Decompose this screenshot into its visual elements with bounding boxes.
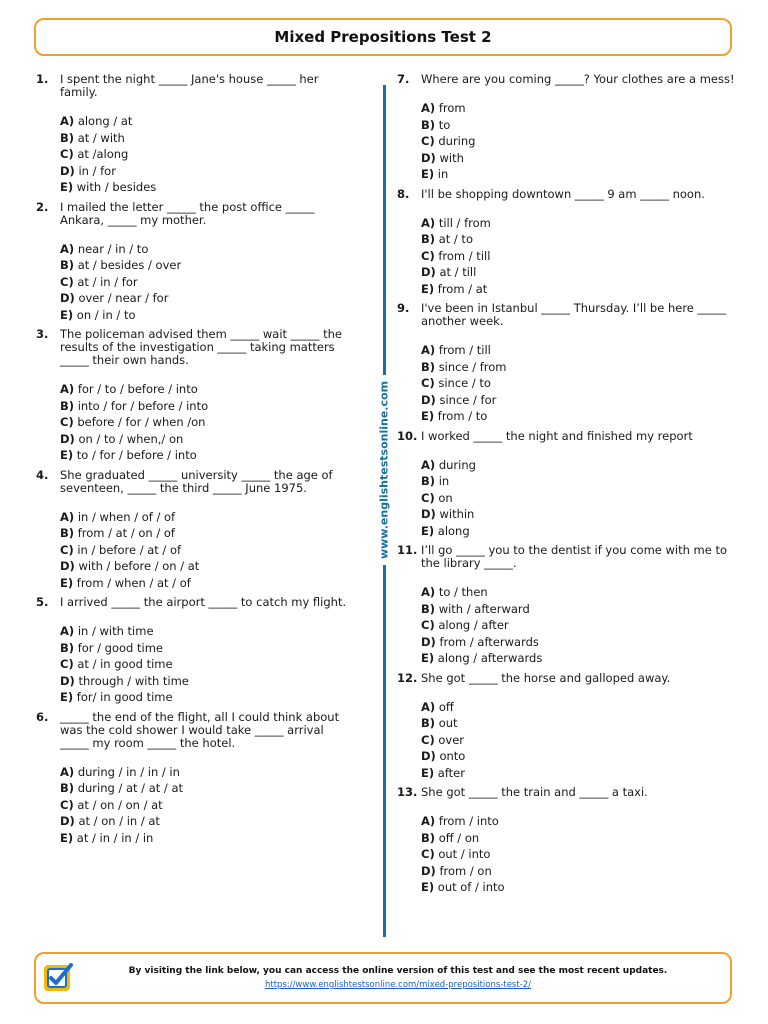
option-letter: D) xyxy=(421,150,436,165)
page-title: Mixed Prepositions Test 2 xyxy=(274,28,492,46)
option-letter: C) xyxy=(60,542,74,557)
answer-option[interactable] xyxy=(60,813,356,830)
option-text: at / till xyxy=(439,265,477,279)
answer-option[interactable] xyxy=(421,408,737,425)
question-stem: _____ the end of the flight, all I could think about was the cold shower I would take _____ arrival _____ my room _____ the hotel. xyxy=(60,709,340,750)
option-text: in xyxy=(438,474,450,488)
option-letter: A) xyxy=(421,101,436,115)
option-letter: E) xyxy=(60,307,74,322)
option-letter: D) xyxy=(421,749,436,763)
question-number: 10. xyxy=(397,428,418,443)
answer-option[interactable] xyxy=(421,732,737,749)
question-item xyxy=(397,188,737,298)
option-letter: D) xyxy=(60,291,75,305)
question-item xyxy=(397,73,737,183)
option-letter: C) xyxy=(421,248,435,263)
option-text: along xyxy=(437,523,470,538)
option-letter: A) xyxy=(60,764,75,779)
option-letter: D) xyxy=(60,163,75,178)
option-text: for/ in good time xyxy=(76,690,173,704)
option-letter: E) xyxy=(421,281,435,296)
option-letter: E) xyxy=(421,167,435,181)
answer-option[interactable] xyxy=(60,830,356,847)
option-letter: A) xyxy=(60,624,75,638)
option-text: over xyxy=(438,732,465,747)
option-letter: D) xyxy=(421,863,436,878)
answer-option[interactable] xyxy=(421,281,737,298)
option-letter: B) xyxy=(421,474,436,488)
question-item xyxy=(397,672,737,782)
question-number: 5. xyxy=(36,595,49,609)
option-letter: A) xyxy=(60,509,75,524)
option-text: to xyxy=(438,117,451,132)
option-letter: D) xyxy=(60,673,75,688)
answer-option[interactable] xyxy=(421,601,737,618)
option-text: from xyxy=(438,101,466,115)
option-text: through / with time xyxy=(78,673,189,688)
option-text: along / at xyxy=(77,114,133,128)
option-text: since / from xyxy=(438,359,507,374)
option-text: since / for xyxy=(439,392,497,407)
option-letter: C) xyxy=(421,134,435,148)
option-text: since / to xyxy=(438,376,491,390)
option-letter: C) xyxy=(60,274,74,289)
question-stem: I worked _____ the night and finished my report xyxy=(421,428,693,443)
answer-option[interactable] xyxy=(60,558,356,575)
question-number: 11. xyxy=(397,543,418,557)
answer-option[interactable] xyxy=(421,813,737,830)
answer-option[interactable] xyxy=(60,764,356,781)
option-text: out / into xyxy=(438,847,491,861)
question-item xyxy=(397,786,737,896)
option-letter: B) xyxy=(60,130,75,145)
option-letter: B) xyxy=(421,117,436,132)
answer-option[interactable] xyxy=(60,130,356,147)
option-letter: A) xyxy=(421,585,436,599)
option-text: in / for xyxy=(78,163,116,178)
option-text: during / at / at / at xyxy=(77,781,184,795)
option-text: off xyxy=(438,699,454,714)
option-text: on / in / to xyxy=(76,307,136,322)
option-letter: E) xyxy=(60,575,74,590)
footer-box xyxy=(34,952,732,1004)
option-text: for / to / before / into xyxy=(77,382,198,396)
answer-option[interactable] xyxy=(60,274,356,291)
option-text: near / in / to xyxy=(77,241,149,256)
answer-option[interactable] xyxy=(60,241,356,258)
answer-option[interactable] xyxy=(421,133,737,150)
answer-option[interactable] xyxy=(60,431,356,448)
answer-option[interactable] xyxy=(421,523,737,540)
answer-option[interactable] xyxy=(421,215,737,232)
answer-option[interactable] xyxy=(421,715,737,732)
answer-option[interactable] xyxy=(60,656,356,673)
option-letter: E) xyxy=(60,690,74,704)
answer-option[interactable] xyxy=(60,689,356,706)
option-text: before / for / when /on xyxy=(77,415,206,429)
answer-option[interactable] xyxy=(421,506,737,523)
question-item xyxy=(36,201,356,324)
option-text: onto xyxy=(439,749,466,763)
question-stem: Where are you coming _____? Your clothes are a mess! xyxy=(421,72,735,86)
answer-option[interactable] xyxy=(60,447,356,464)
option-text: within xyxy=(439,507,475,521)
option-text: into / for / before / into xyxy=(77,398,209,413)
option-text: after xyxy=(437,765,465,780)
option-text: in xyxy=(437,167,449,181)
option-letter: A) xyxy=(421,457,436,472)
question-item xyxy=(36,73,356,196)
answer-option[interactable] xyxy=(421,231,737,248)
answer-option[interactable] xyxy=(421,863,737,880)
question-item xyxy=(397,430,737,540)
option-letter: D) xyxy=(60,431,75,446)
answer-option[interactable] xyxy=(421,830,737,847)
option-letter: A) xyxy=(421,699,436,714)
question-number: 1. xyxy=(36,72,49,86)
question-stem: I've been in Istanbul _____ Thursday. I’ll be here _____ another week. xyxy=(421,301,727,328)
answer-option[interactable] xyxy=(60,163,356,180)
answer-option[interactable] xyxy=(421,392,737,409)
question-stem: I spent the night _____ Jane's house _____ her family. xyxy=(60,72,319,99)
checkbox-logo-icon xyxy=(42,961,74,993)
answer-option[interactable] xyxy=(60,257,356,274)
answer-option[interactable] xyxy=(60,290,356,307)
option-letter: B) xyxy=(60,258,75,272)
answer-option[interactable] xyxy=(421,248,737,265)
option-text: from / till xyxy=(438,343,491,357)
answer-option[interactable] xyxy=(421,634,737,651)
option-text: at / in / in / in xyxy=(76,830,154,845)
option-text: from / at xyxy=(437,281,488,296)
option-text: with / besides xyxy=(76,180,157,194)
answer-option[interactable] xyxy=(60,673,356,690)
option-letter: B) xyxy=(60,781,75,795)
option-text: off / on xyxy=(438,830,480,845)
question-stem: She graduated _____ university _____ the age of seventeen, _____ the third _____ June 1975. xyxy=(60,467,333,495)
footer-link[interactable]: https://www.englishtestsonline.com/mixed-prepositions-test-2/ xyxy=(264,980,532,990)
question-stem: She got _____ the train and _____ a taxi. xyxy=(421,785,648,799)
answer-option[interactable] xyxy=(421,699,737,716)
answer-option[interactable] xyxy=(421,150,737,167)
answer-option[interactable] xyxy=(60,509,356,526)
option-letter: B) xyxy=(60,640,75,655)
answer-option[interactable] xyxy=(60,623,356,640)
question-number: 13. xyxy=(397,785,418,799)
option-letter: A) xyxy=(421,215,436,230)
answer-option[interactable] xyxy=(421,748,737,765)
option-letter: D) xyxy=(421,392,436,407)
answer-option[interactable] xyxy=(60,797,356,814)
option-text: at /along xyxy=(77,147,129,161)
answer-option[interactable] xyxy=(421,359,737,376)
option-letter: E) xyxy=(60,830,74,845)
answer-option[interactable] xyxy=(421,473,737,490)
option-text: on / to / when,/ on xyxy=(78,431,184,446)
option-letter: C) xyxy=(421,376,435,390)
option-text: to / then xyxy=(438,585,488,599)
answer-option[interactable] xyxy=(421,457,737,474)
question-item xyxy=(36,328,356,464)
answer-option[interactable] xyxy=(60,179,356,196)
question-number: 4. xyxy=(36,467,49,482)
question-number: 2. xyxy=(36,199,49,214)
option-text: for / good time xyxy=(77,640,163,655)
option-text: at / on / on / at xyxy=(77,797,163,812)
option-text: at / on / in / at xyxy=(78,814,160,828)
answer-option[interactable] xyxy=(421,650,737,667)
answer-option[interactable] xyxy=(60,113,356,130)
option-text: during xyxy=(438,457,476,472)
question-stem: She got _____ the horse and galloped away. xyxy=(421,670,671,685)
option-letter: A) xyxy=(60,114,75,128)
option-letter: A) xyxy=(421,343,436,357)
question-stem: I mailed the letter _____ the post office _____ Ankara, _____ my mother. xyxy=(60,199,315,227)
answer-option[interactable] xyxy=(60,525,356,542)
question-item xyxy=(397,302,737,425)
option-letter: C) xyxy=(60,797,74,812)
option-letter: B) xyxy=(421,601,436,616)
option-text: along / afterwards xyxy=(437,651,543,665)
option-letter: E) xyxy=(60,180,74,194)
option-letter: A) xyxy=(421,814,436,828)
answer-option[interactable] xyxy=(60,381,356,398)
option-letter: E) xyxy=(421,523,435,538)
option-text: from / on xyxy=(439,863,492,878)
option-text: over / near / for xyxy=(78,291,169,305)
option-text: from / till xyxy=(438,248,491,263)
option-letter: E) xyxy=(421,765,435,780)
option-letter: E) xyxy=(421,409,435,423)
option-letter: C) xyxy=(60,415,74,429)
option-text: during xyxy=(438,134,476,148)
answer-option[interactable] xyxy=(421,375,737,392)
option-text: from / into xyxy=(438,814,499,828)
option-letter: C) xyxy=(421,490,435,505)
option-letter: B) xyxy=(421,232,436,246)
question-stem: I’ll go _____ you to the dentist if you come with me to the library _____. xyxy=(421,543,728,570)
answer-option[interactable] xyxy=(60,640,356,657)
question-number: 3. xyxy=(36,327,49,341)
option-letter: E) xyxy=(60,448,74,462)
option-letter: B) xyxy=(60,526,75,540)
option-letter: B) xyxy=(421,830,436,845)
option-text: along / after xyxy=(438,618,509,632)
question-item xyxy=(36,469,356,592)
question-item xyxy=(36,596,356,706)
option-text: at / in good time xyxy=(77,657,173,671)
answer-option[interactable] xyxy=(421,117,737,134)
option-letter: B) xyxy=(60,398,75,413)
answer-option[interactable] xyxy=(421,765,737,782)
answer-option[interactable] xyxy=(421,166,737,183)
answer-option[interactable] xyxy=(421,342,737,359)
answer-option[interactable] xyxy=(421,617,737,634)
option-text: to / for / before / into xyxy=(76,448,197,462)
option-text: with xyxy=(439,150,464,165)
question-stem: I arrived _____ the airport _____ to catch my flight. xyxy=(60,595,347,609)
question-number: 12. xyxy=(397,670,418,685)
option-text: during / in / in / in xyxy=(77,764,180,779)
option-text: from / at / on / of xyxy=(77,526,175,540)
option-text: in / before / at / of xyxy=(77,542,182,557)
site-label-vertical: www.englishtestsonline.com xyxy=(378,375,391,565)
option-letter: B) xyxy=(421,716,436,730)
answer-option[interactable] xyxy=(60,414,356,431)
question-item xyxy=(36,711,356,847)
question-number: 9. xyxy=(397,301,410,315)
option-text: out of / into xyxy=(437,880,505,894)
answer-option[interactable] xyxy=(60,307,356,324)
option-text: at / with xyxy=(77,130,125,145)
answer-option[interactable] xyxy=(421,584,737,601)
option-text: in / when / of / of xyxy=(77,509,176,524)
option-text: at / in / for xyxy=(77,274,138,289)
option-letter: A) xyxy=(60,241,75,256)
question-item xyxy=(397,544,737,667)
option-letter: B) xyxy=(421,359,436,374)
footer-text: By visiting the link below, you can access the online version of this test and see the most recent updates. xyxy=(128,966,668,976)
option-letter: E) xyxy=(421,880,435,894)
question-number: 8. xyxy=(397,186,410,201)
option-text: at / to xyxy=(438,232,473,246)
answer-option[interactable] xyxy=(60,398,356,415)
answer-option[interactable] xyxy=(60,542,356,559)
answer-option[interactable] xyxy=(60,575,356,592)
option-letter: D) xyxy=(421,507,436,521)
option-text: in / with time xyxy=(77,624,154,638)
page-title-box xyxy=(34,18,732,56)
option-letter: C) xyxy=(60,657,74,671)
questions-right-column xyxy=(397,73,737,901)
answer-option[interactable] xyxy=(421,100,737,117)
option-letter: D) xyxy=(60,559,75,573)
answer-option[interactable] xyxy=(60,780,356,797)
option-letter: C) xyxy=(421,732,435,747)
question-stem: I'll be shopping downtown _____ 9 am _____ noon. xyxy=(421,186,705,201)
option-text: from / when / at / of xyxy=(76,575,191,590)
answer-option[interactable] xyxy=(421,846,737,863)
option-text: at / besides / over xyxy=(77,258,182,272)
option-text: with / before / on / at xyxy=(78,559,200,573)
answer-option[interactable] xyxy=(421,879,737,896)
option-letter: C) xyxy=(421,618,435,632)
answer-option[interactable] xyxy=(421,490,737,507)
option-text: from / to xyxy=(437,409,488,423)
option-text: from / afterwards xyxy=(439,634,539,649)
option-letter: E) xyxy=(421,651,435,665)
answer-option[interactable] xyxy=(60,146,356,163)
answer-option[interactable] xyxy=(421,264,737,281)
option-letter: D) xyxy=(60,814,75,828)
option-letter: D) xyxy=(421,265,436,279)
option-letter: D) xyxy=(421,634,436,649)
option-letter: C) xyxy=(421,847,435,861)
option-text: with / afterward xyxy=(438,601,530,616)
option-letter: C) xyxy=(60,147,74,161)
option-text: out xyxy=(438,716,458,730)
option-letter: A) xyxy=(60,382,75,396)
option-text: till / from xyxy=(438,215,491,230)
option-text: on xyxy=(438,490,453,505)
question-number: 6. xyxy=(36,709,49,724)
questions-left-column xyxy=(36,73,356,851)
question-stem: The policeman advised them _____ wait _____ the results of the investigation _____ taking matters _____ their own hands. xyxy=(60,327,342,367)
question-number: 7. xyxy=(397,72,410,86)
